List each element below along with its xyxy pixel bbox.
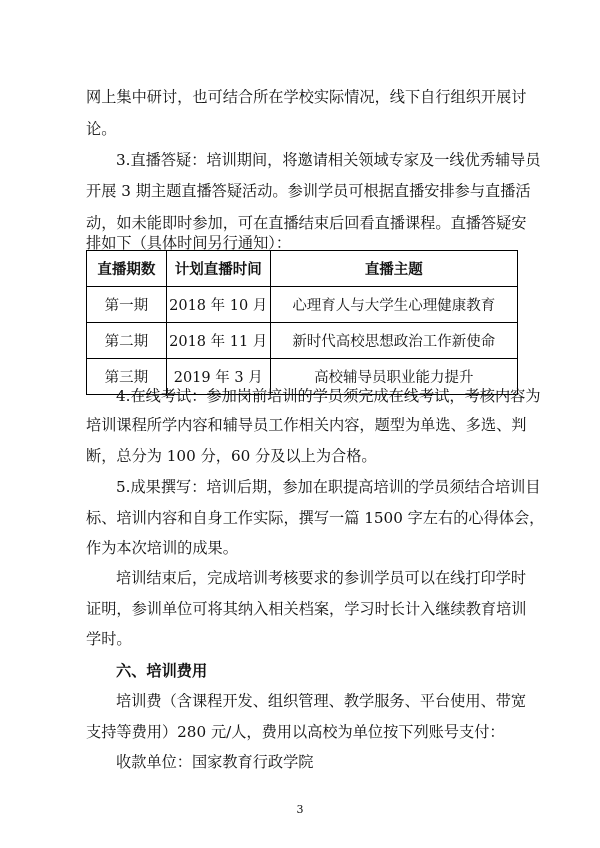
p4-line2: 标、培训内容和自身工作实际，撰写一篇 1500 字左右的心得体会， — [86, 509, 545, 527]
cell-topic: 高校辅导员职业能力提升 — [270, 359, 517, 395]
p4-line1: 5.成果撰写：培训后期，参加在职提高培训的学员须结合培训目 — [116, 478, 541, 496]
p1-line1: 网上集中研讨，也可结合所在学校实际情况，线下自行组织开展讨 — [86, 88, 527, 106]
cell-topic: 心理育人与大学生心理健康教育 — [270, 287, 517, 323]
p2-line2: 开展 3 期主题直播答疑活动。参训学员可根据直播安排参与直播活 — [86, 182, 531, 200]
live-schedule-table — [86, 250, 518, 395]
p3-line2: 培训课程所学内容和辅导员工作相关内容，题型为单选、多选、判 — [86, 416, 527, 434]
cell-time: 2018 年 11 月 — [166, 323, 270, 359]
header-topic: 直播主题 — [270, 251, 517, 287]
cell-session: 第三期 — [87, 359, 167, 395]
cell-session: 第二期 — [87, 323, 167, 359]
p4-line3: 作为本次培训的成果。 — [86, 539, 238, 557]
p6-line2: 支持等费用）280 元/人，费用以高校为单位按下列账号支付： — [86, 723, 505, 741]
table-row — [87, 287, 518, 323]
p2-line1: 3.直播答疑：培训期间，将邀请相关领域专家及一线优秀辅导员 — [116, 151, 541, 169]
p6-line1: 培训费（含课程开发、组织管理、教学服务、平台使用、带宽 — [116, 692, 527, 710]
cell-session: 第一期 — [87, 287, 167, 323]
cell-time: 2019 年 3 月 — [166, 359, 270, 395]
header-time: 计划直播时间 — [166, 251, 270, 287]
header-session: 直播期数 — [87, 251, 167, 287]
p3-line1: 4.在线考试：参加岗前培训的学员须完成在线考试，考核内容为 — [116, 387, 541, 405]
p2-line4: 排如下（具体时间另行通知）： — [86, 234, 292, 252]
p5-line3: 学时。 — [86, 630, 132, 648]
cell-topic: 新时代高校思想政治工作新使命 — [270, 323, 517, 359]
page-number: 3 — [296, 803, 304, 816]
p7-line1: 收款单位：国家教育行政学院 — [116, 753, 314, 771]
p2-line3: 动，如未能即时参加，可在直播结束后回看直播课程。直播答疑安 — [86, 214, 527, 232]
p5-line1: 培训结束后，完成培训考核要求的参训学员可以在线打印学时 — [116, 569, 527, 587]
p5-line2: 证明，参训单位可将其纳入相关档案，学习时长计入继续教育培训 — [86, 600, 527, 618]
p1-line2: 论。 — [86, 120, 117, 138]
table-row — [87, 323, 518, 359]
p3-line3: 断，总分为 100 分，60 分及以上为合格。 — [86, 447, 377, 465]
table-header-row — [87, 251, 518, 287]
cell-time: 2018 年 10 月 — [166, 287, 270, 323]
section-heading-fees: 六、培训费用 — [116, 662, 208, 680]
